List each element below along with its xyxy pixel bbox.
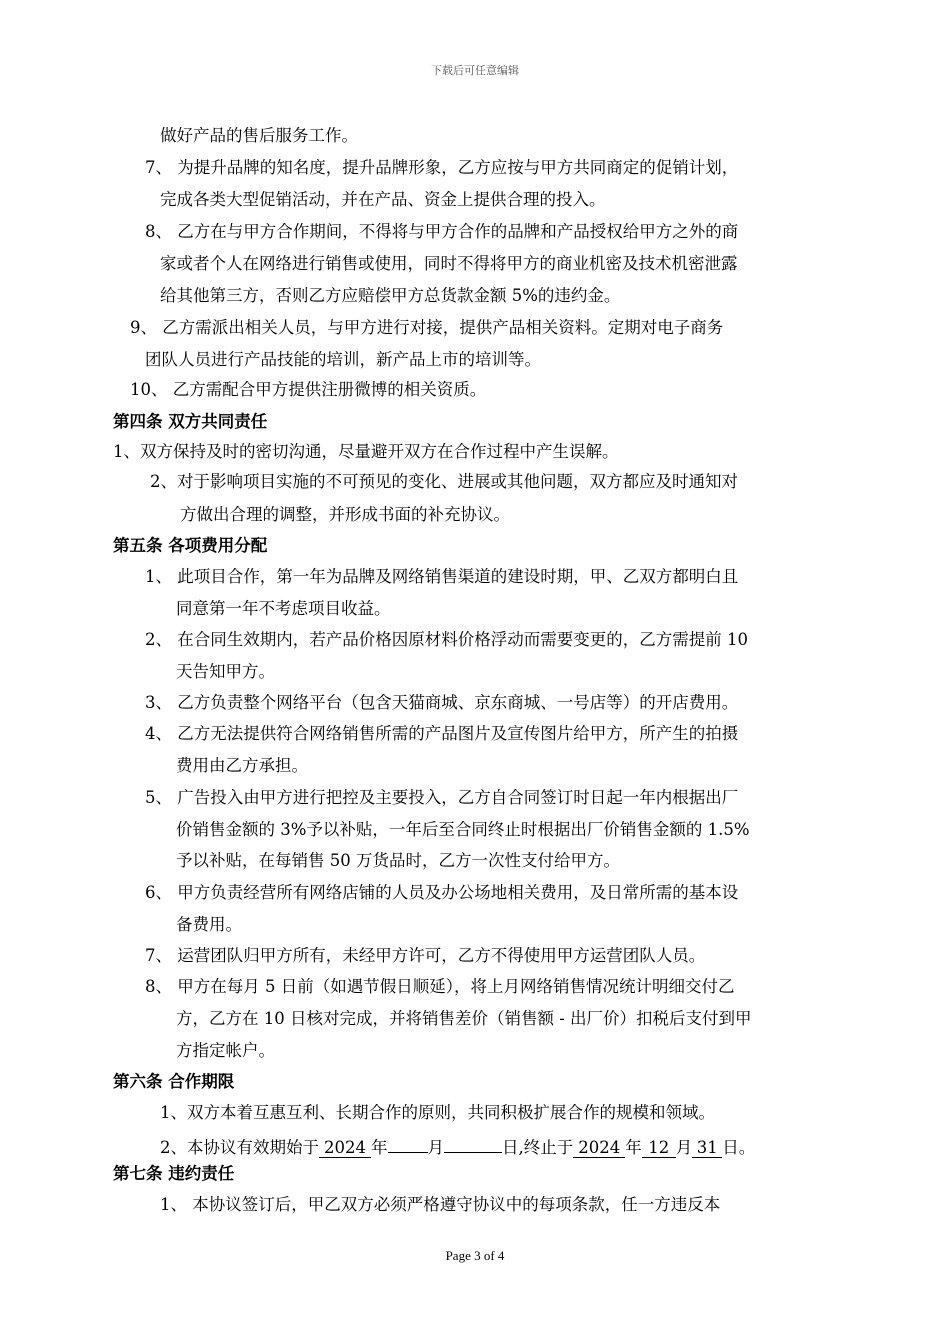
start-day-blank bbox=[444, 1131, 502, 1153]
body-line: 1、 本协议签订后，甲乙双方必须严格遵守协议中的每项条款，任一方违反本 bbox=[160, 1195, 721, 1214]
body-line: 方，乙方在 10 日核对完成，并将销售差价（销售额 - 出厂价）扣税后支付到甲 bbox=[176, 1009, 752, 1028]
month-unit: 月 bbox=[427, 1138, 444, 1157]
body-line: 做好产品的售后服务工作。 bbox=[160, 126, 358, 145]
page-number: Page 3 of 4 bbox=[445, 1248, 505, 1263]
section-heading: 第七条 违约责任 bbox=[113, 1164, 235, 1183]
section-heading: 第五条 各项费用分配 bbox=[113, 536, 268, 555]
body-line: 完成各类大型促销活动，并在产品、资金上提供合理的投入。 bbox=[160, 190, 606, 209]
month-unit: 月 bbox=[675, 1138, 693, 1157]
body-line: 7、 为提升品牌的知名度，提升品牌形象，乙方应按与甲方共同商定的促销计划， bbox=[145, 158, 739, 177]
body-line: 1、 此项目合作，第一年为品牌及网络销售渠道的建设时期，甲、乙双方都明白且 bbox=[145, 567, 739, 586]
start-month-blank bbox=[388, 1131, 428, 1153]
year-unit: 年 bbox=[371, 1138, 388, 1157]
body-line: 5、 广告投入由甲方进行把控及主要投入，乙方自合同签订时日起一年内根据出厂 bbox=[145, 788, 739, 807]
body-line: 方指定帐户。 bbox=[176, 1041, 275, 1060]
body-line: 价销售金额的 3%予以补贴，一年后至合同终止时根据出厂价销售金额的 1.5% bbox=[176, 820, 750, 839]
section-heading: 第四条 双方共同责任 bbox=[113, 412, 268, 431]
body-line: 2、对于影响项目实施的不可预见的变化、进展或其他问题，双方都应及时通知对 bbox=[150, 472, 738, 491]
day-unit-end: 日。 bbox=[722, 1138, 756, 1157]
body-line: 1、双方保持及时的密切沟通，尽量避开双方在合作过程中产生误解。 bbox=[113, 442, 619, 461]
term-mid: 终止于 bbox=[523, 1138, 574, 1157]
body-line: 3、 乙方负责整个网络平台（包含天猫商城、京东商城、一号店等）的开店费用。 bbox=[145, 693, 739, 712]
body-line: 8、 甲方在每月 5 日前（如遇节假日顺延），将上月网络销售情况统计明细交付乙 bbox=[145, 977, 735, 996]
body-line: 方做出合理的调整，并形成书面的补充协议。 bbox=[180, 505, 510, 524]
body-line: 备费用。 bbox=[176, 915, 242, 934]
body-line: 4、 乙方无法提供符合网络销售所需的产品图片及宣传图片给甲方，所产生的拍摄 bbox=[145, 724, 739, 743]
body-line: 团队人员进行产品技能的培训，新产品上市的培训等。 bbox=[145, 350, 541, 369]
year-unit: 年 bbox=[625, 1138, 642, 1157]
body-line: 同意第一年不考虑项目收益。 bbox=[176, 599, 391, 618]
body-line: 天告知甲方。 bbox=[176, 662, 275, 681]
body-line: 10、 乙方需配合甲方提供注册微博的相关资质。 bbox=[130, 380, 487, 399]
body-line: 1、双方本着互惠互利、长期合作的原则，共同积极扩展合作的规模和领域。 bbox=[160, 1103, 715, 1122]
body-line: 9、 乙方需派出相关人员，与甲方进行对接，提供产品相关资料。定期对电子商务 bbox=[130, 318, 724, 337]
start-year-field: 2024 bbox=[319, 1136, 371, 1158]
body-line: 8、 乙方在与甲方合作期间，不得将与甲方合作的品牌和产品授权给甲方之外的商 bbox=[145, 222, 739, 241]
body-line: 家或者个人在网络进行销售或使用，同时不得将甲方的商业机密及技术机密泄露 bbox=[160, 254, 738, 273]
body-line: 6、 甲方负责经营所有网络店铺的人员及办公场地相关费用，及日常所需的基本设 bbox=[145, 883, 739, 902]
end-year-field: 2024 bbox=[573, 1136, 625, 1158]
day-unit: 日, bbox=[502, 1138, 524, 1157]
body-line: 费用由乙方承担。 bbox=[176, 756, 308, 775]
body-line: 予以补贴，在每销售 50 万货品时，乙方一次性支付给甲方。 bbox=[176, 851, 620, 870]
header-note: 下载后可任意编辑 bbox=[431, 64, 519, 77]
term-prefix: 2、本协议有效期始于 bbox=[160, 1138, 319, 1157]
end-month-field: 12 bbox=[642, 1136, 676, 1158]
body-line: 给其他第三方，否则乙方应赔偿甲方总货款金额 5%的违约金。 bbox=[160, 286, 621, 305]
section-heading: 第六条 合作期限 bbox=[113, 1072, 235, 1091]
end-day-field: 31 bbox=[692, 1136, 722, 1158]
term-line bbox=[160, 1131, 755, 1160]
body-line: 2、 在合同生效期内，若产品价格因原材料价格浮动而需要变更的，乙方需提前 10 bbox=[145, 630, 748, 649]
body-line: 7、 运营团队归甲方所有，未经甲方许可，乙方不得使用甲方运营团队人员。 bbox=[145, 946, 706, 965]
